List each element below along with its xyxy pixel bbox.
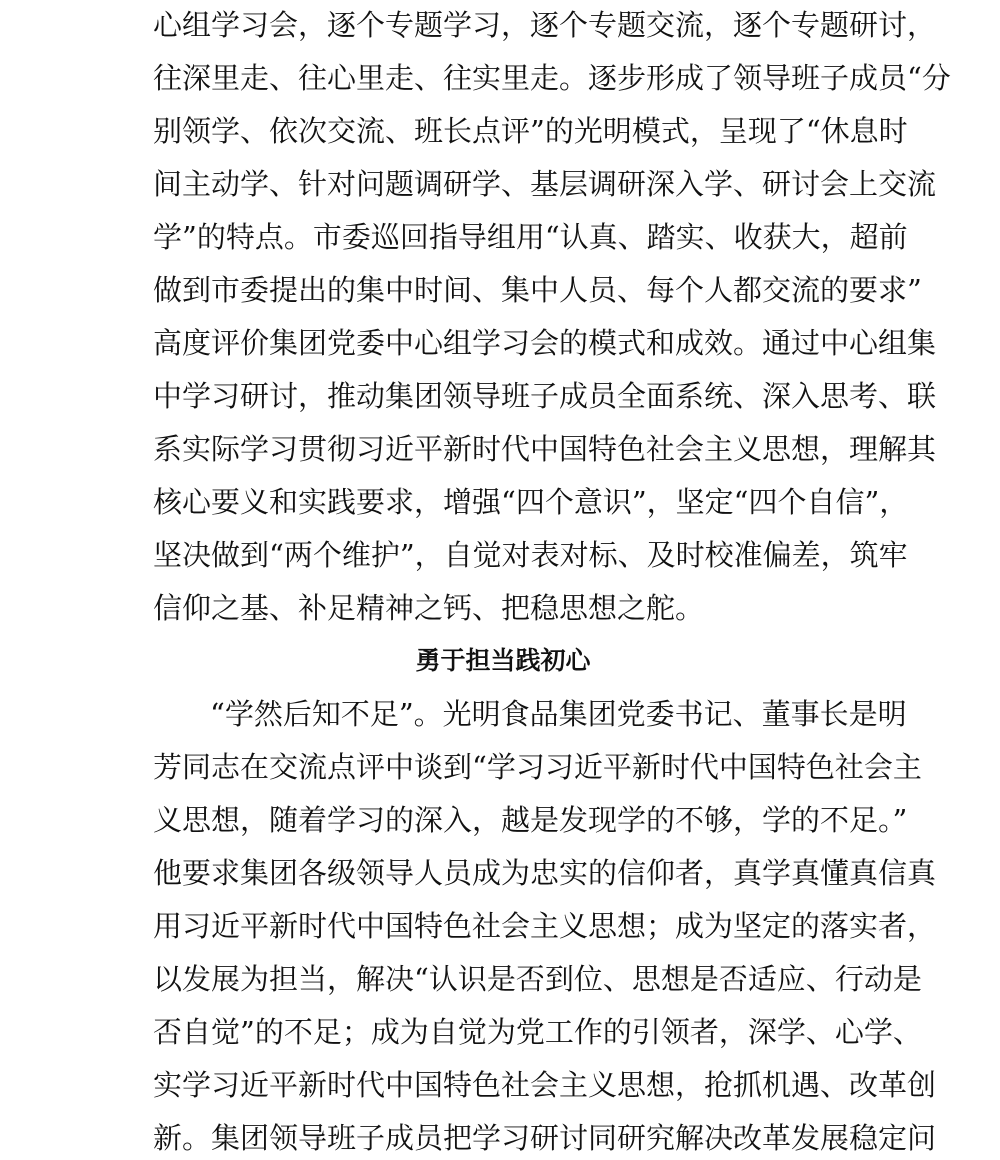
paragraph-2-line: 芳同志在交流点评中谈到“学习习近平新时代中国特色社会主: [153, 750, 922, 784]
paragraph-2-line: 用习近平新时代中国特色社会主义思想；成为坚定的落实者，: [153, 909, 937, 943]
paragraph-2-line: 新。集团领导班子成员把学习研讨同研究解决改革发展稳定问: [153, 1121, 937, 1155]
paragraph-1-line: 做到市委提出的集中时间、集中人员、每个人都交流的要求”: [153, 273, 922, 307]
paragraph-2-line: 义思想，随着学习的深入，越是发现学的不够，学的不足。”: [153, 803, 908, 837]
paragraph-1-line: 间主动学、针对问题调研学、基层调研深入学、研讨会上交流: [153, 167, 937, 201]
paragraph-1-line: 别领学、依次交流、班长点评”的光明模式，呈现了“休息时: [153, 114, 908, 148]
paragraph-1-line: 中学习研讨，推动集团领导班子成员全面系统、深入思考、联: [153, 379, 937, 413]
paragraph-1-line: 心组学习会，逐个专题学习，逐个专题交流，逐个专题研讨，: [153, 8, 937, 42]
paragraph-2-line: 他要求集团各级领导人员成为忠实的信仰者，真学真懂真信真: [153, 856, 937, 890]
paragraph-1-line: 高度评价集团党委中心组学习会的模式和成效。通过中心组集: [153, 326, 937, 360]
paragraph-1-line: 学”的特点。市委巡回指导组用“认真、踏实、收获大，超前: [153, 220, 908, 254]
section-heading: 勇于担当践初心: [415, 646, 591, 675]
paragraph-1-line: 信仰之基、补足精神之钙、把稳思想之舵。: [153, 591, 705, 625]
paragraph-1-line: 系实际学习贯彻习近平新时代中国特色社会主义思想，理解其: [153, 432, 937, 466]
paragraph-2-line: 实学习近平新时代中国特色社会主义思想，抢抓机遇、改革创: [153, 1068, 937, 1102]
paragraph-2-line: 以发展为担当，解决“认识是否到位、思想是否适应、行动是: [153, 962, 922, 996]
paragraph-1-line: 坚决做到“两个维护”，自觉对表对标、及时校准偏差，筑牢: [153, 538, 908, 572]
paragraph-1-line: 核心要义和实践要求，增强“四个意识”，坚定“四个自信”，: [153, 485, 909, 519]
paragraph-1-line: 往深里走、往心里走、往实里走。逐步形成了领导班子成员“分: [153, 61, 951, 95]
paragraph-2-line: 否自觉”的不足；成为自觉为党工作的引领者，深学、心学、: [153, 1015, 922, 1049]
paragraph-2-line: “学然后知不足”。光明食品集团党委书记、董事长是明: [210, 697, 907, 731]
